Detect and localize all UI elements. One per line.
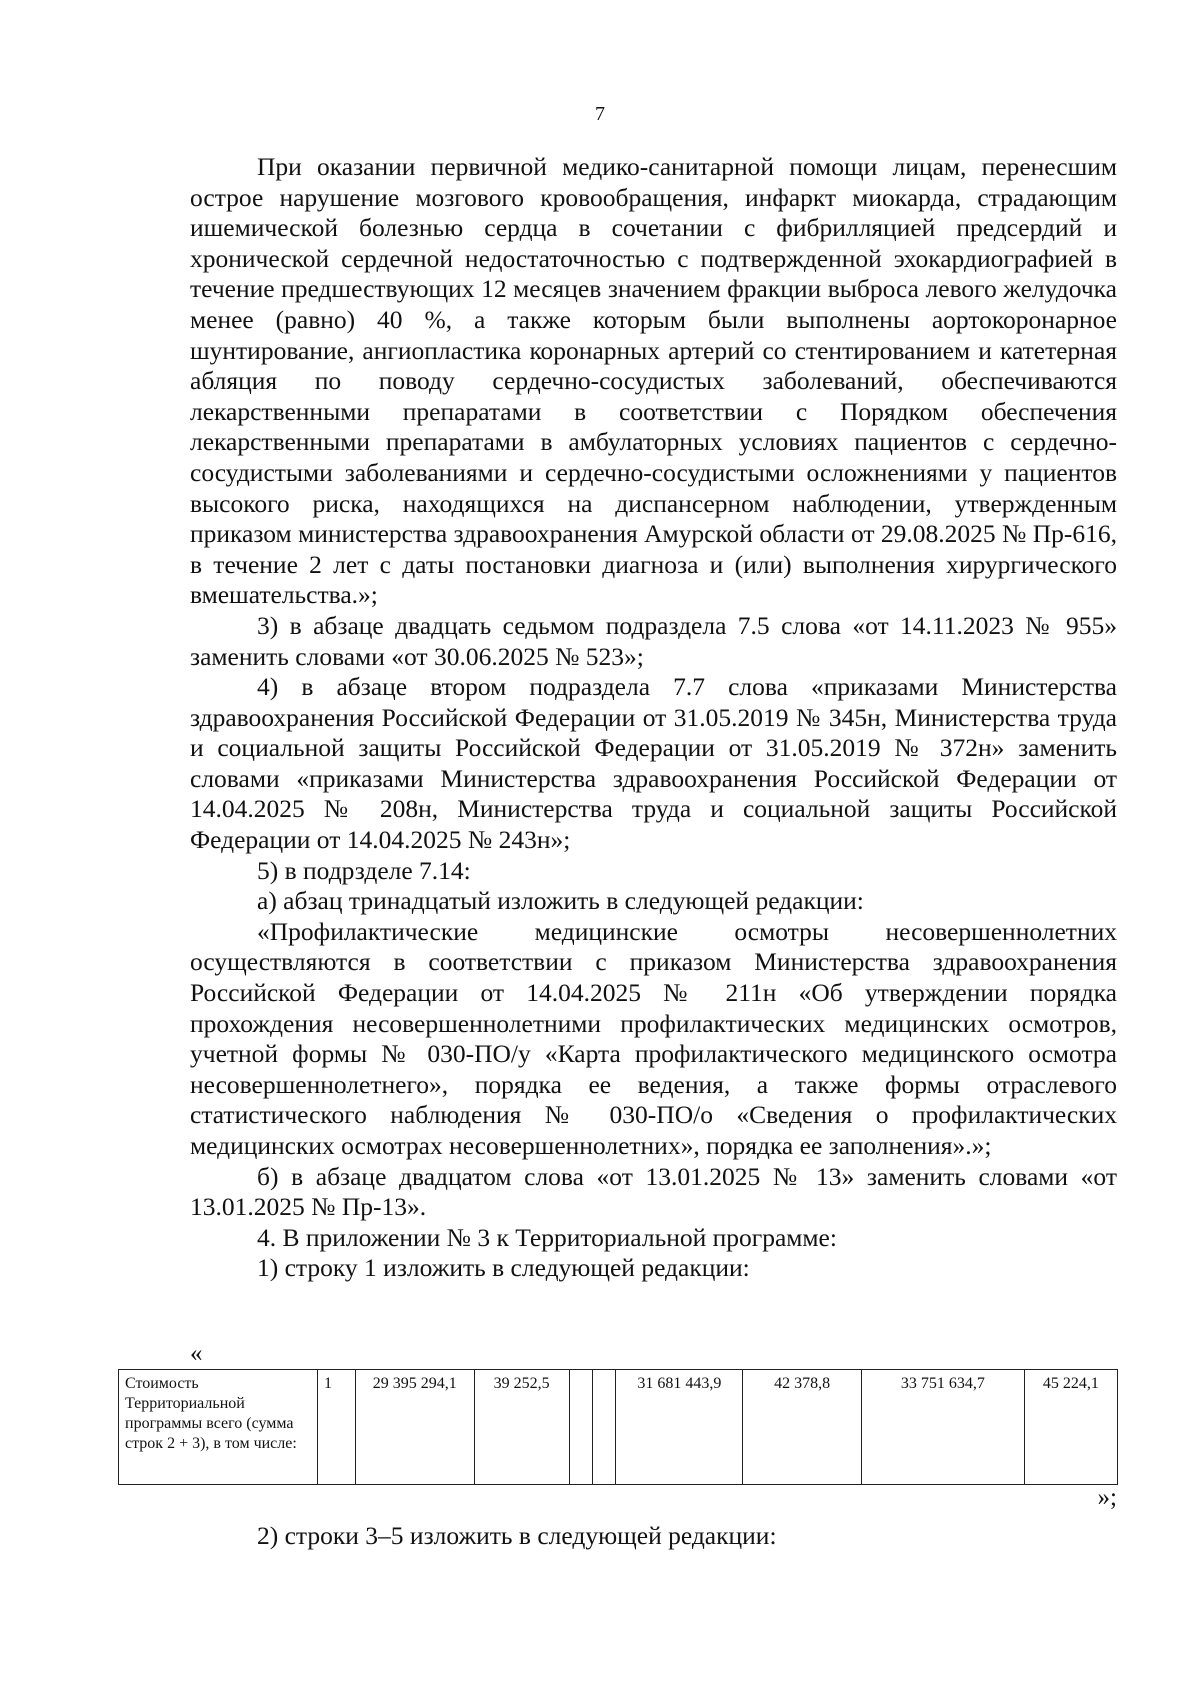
- paragraph-item-5: 5) в подрзделе 7.14:: [257, 855, 471, 885]
- table-cell-empty: [593, 1370, 616, 1485]
- paragraph-item-5a: а) абзац тринадцатый изложить в следующей редакции:: [257, 886, 864, 916]
- paragraph-section-4-item-1: 1) строку 1 изложить в следующей редакции:: [257, 1253, 750, 1283]
- page-number: 7: [595, 103, 605, 125]
- paragraph-item-5b: б) в абзаце двадцатом слова «от 13.01.2025 № 13» заменить словами «от 13.01.2025 № Пр-13».: [190, 1161, 1117, 1222]
- program-cost-table: [118, 1369, 1118, 1485]
- table-close-quote: »;: [1097, 1484, 1117, 1511]
- table-cell-value: 39 252,5: [474, 1370, 569, 1485]
- paragraph-medication-provision: При оказании первичной медико-санитарной помощи лицам, перенесшим острое нарушение мозгового кровообращения, инфаркт миокарда, страдающим ишемической болезнью сердца в сочетании с фибрилляцией предсердий и хронической сердечной недостаточностью с подтвержденной эхокардиографией в течение предшествующих 12 месяцев значением фракции выброса левого желудочка менее (равно) 40 %, а также которым были выполнены аортокоронарное шунтирование, ангиопластика коронарных артерий со стентированием и катетерная абляция по поводу сердечно-сосудистых заболеваний, обеспечиваются лекарственными препаратами в соответствии с Порядком обеспечения лекарственными препаратами в амбулаторных условиях пациентов с сердечно-сосудистыми заболеваниями и сердечно-сосудистыми осложнениями у пациентов высокого риска, находящихся на диспансерном наблюдении, утвержденным приказом министерства здравоохранения Амурской области от 29.08.2025 № Пр-616, в течение 2 лет с даты постановки диагноза и (или) выполнения хирургического вмешательства.»;: [190, 152, 1117, 610]
- table-cell-value: 42 378,8: [743, 1370, 862, 1485]
- paragraph-quoted-preventive-exams: «Профилактические медицинские осмотры несовершеннолетних осуществляются в соответствии с приказом Министерства здравоохранения Российской Федерации от 14.04.2025 № 211н «Об утверждении порядка прохождения несовершеннолетними профилактических медицинских осмотров, учетной формы № 030-ПО/у «Карта профилактического медицинского осмотра несовершеннолетнего», порядка ее ведения, а также формы отраслевого статистического наблюдения № 030-ПО/о «Сведения о профилактических медицинских осмотрах несовершеннолетних», порядка ее заполнения».»;: [190, 916, 1117, 1160]
- paragraph-item-4: 4) в абзаце втором подраздела 7.7 слова «приказами Министерства здравоохранения Российской Федерации от 31.05.2019 № 345н, Министерства труда и социальной защиты Российской Федерации от 31.05.2019 № 372н» заменить словами «приказами Министерства здравоохранения Российской Федерации от 14.04.2025 № 208н, Министерства труда и социальной защиты Российской Федерации от 14.04.2025 № 243н»;: [190, 672, 1117, 855]
- table-cell-value: 45 224,1: [1024, 1370, 1117, 1485]
- table-cell-value: 31 681 443,9: [616, 1370, 743, 1485]
- table-row: [119, 1370, 1118, 1485]
- table-cell-empty: [569, 1370, 592, 1485]
- paragraph-section-4-item-2: 2) строки 3–5 изложить в следующей редакции:: [257, 1521, 777, 1550]
- table-cell-value: 29 395 294,1: [356, 1370, 475, 1485]
- table-cell-name: Стоимость Территориальной программы всего (сумма строк 2 + 3), в том числе:: [119, 1370, 318, 1485]
- table-open-quote: «: [190, 1340, 203, 1367]
- table-cell-value: 33 751 634,7: [861, 1370, 1024, 1485]
- paragraph-item-3: 3) в абзаце двадцать седьмом подраздела 7.5 слова «от 14.11.2023 № 955» заменить словами «от 30.06.2025 № 523»;: [190, 610, 1117, 671]
- table-cell-line-no: 1: [317, 1370, 355, 1485]
- document-body: [190, 152, 1117, 1284]
- paragraph-section-4: 4. В приложении № 3 к Территориальной программе:: [257, 1222, 837, 1252]
